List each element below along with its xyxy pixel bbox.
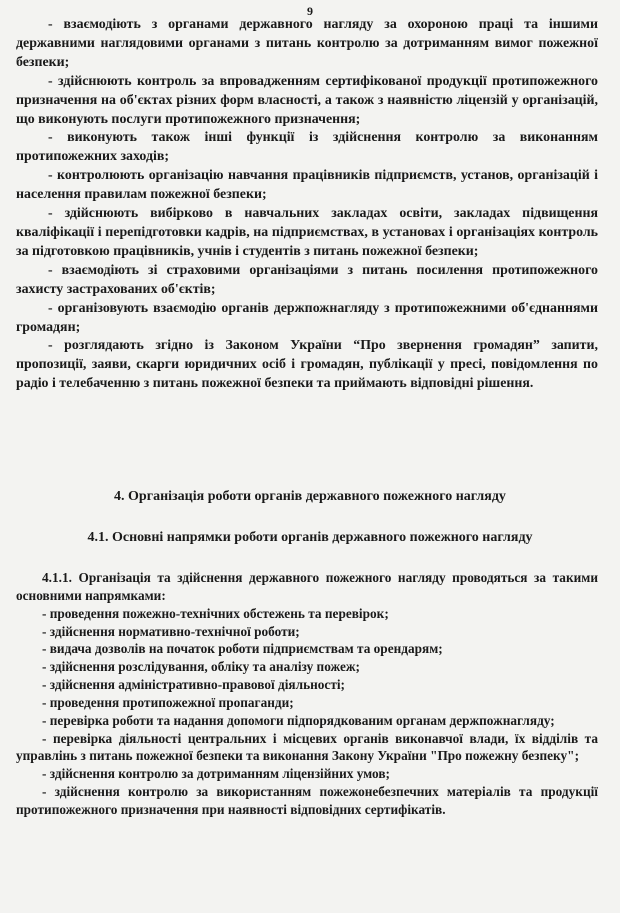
directions-list <box>16 569 598 819</box>
list-item: - здійснення адміністративно-правової діяльності; <box>42 677 345 693</box>
list-item: - організовують взаємодію органів держпожнагляду з протипожежними об'єднаннями громадян; <box>16 300 598 335</box>
list-item: - здійснюють вибірково в навчальних закладах освіти, закладах підвищення кваліфікації і перепідготовки кадрів, на підприємствах, в установах і організаціях контроль за підготовкою працівників, учнів і студентів з питань пожежної безпеки; <box>16 206 598 259</box>
subsection-heading: 4.1. Основні напрямки роботи органів державного пожежного нагляду <box>87 530 533 545</box>
list-item: - здійснюють контроль за впровадженням сертифікованої продукції протипожежного призначення на об'єктах різних форм власності, а також з наявністю ліцензій у організацій, що виконують послуги протипожежного призначення; <box>16 73 598 127</box>
section-heading: 4. Організація роботи органів державного пожежного нагляду <box>114 489 506 504</box>
list-item: - здійснення контролю за використанням пожежонебезпечних матеріалів та продукції протипожежного призначення при наявності відповідних сертифікатів. <box>16 784 598 817</box>
list-item: - здійснення контролю за дотриманням ліцензійних умов; <box>42 766 390 782</box>
list-item: - перевірка роботи та надання допомоги підпорядкованим органам держпожнагляду; <box>42 712 555 728</box>
page-number: 9 <box>307 4 313 18</box>
list-item: - контролюють організацію навчання працівників підприємств, установ, організацій і населення правилам пожежної безпеки; <box>16 168 598 203</box>
list-item: - проведення протипожежної пропаганди; <box>42 694 294 710</box>
list-item: - видача дозволів на початок роботи підприємствам та орендарям; <box>42 641 443 657</box>
list-item: - перевірка діяльності центральних і місцевих органів виконавчої влади, їх відділів та управлінь з питань пожежної безпеки та виконання Закону України "Про пожежну безпеку"; <box>16 730 598 764</box>
list-item: - розглядають згідно із Законом України “Про звернення громадян” запити, пропозиції, заяви, скарги юридичних осіб і громадян, публікації у пресі, повідомлення по радіо і телебаченню з питань пожежної безпеки та приймають відповідні рішення. <box>16 338 598 392</box>
duties-list <box>16 16 598 394</box>
list-item: - взаємодіють зі страховими організаціями з питань посилення протипожежного захисту застрахованих об'єктів; <box>16 262 598 297</box>
list-item: - взаємодіють з органами державного нагляду за охороною праці та іншими державними наглядовими органами з питань контролю за дотриманням вимог пожежної безпеки; <box>16 17 598 70</box>
list-item: - проведення пожежно-технічних обстежень та перевірок; <box>42 605 389 621</box>
intro-paragraph: 4.1.1. Організація та здійснення державного пожежного нагляду проводяться за такими основними напрямками: <box>16 570 598 603</box>
list-item: - здійснення нормативно-технічної роботи; <box>42 623 300 639</box>
list-item: - здійснення розслідування, обліку та аналізу пожеж; <box>42 659 360 675</box>
list-item: - виконують також інші функції із здійснення контролю за виконанням протипожежних заходів; <box>16 130 598 165</box>
